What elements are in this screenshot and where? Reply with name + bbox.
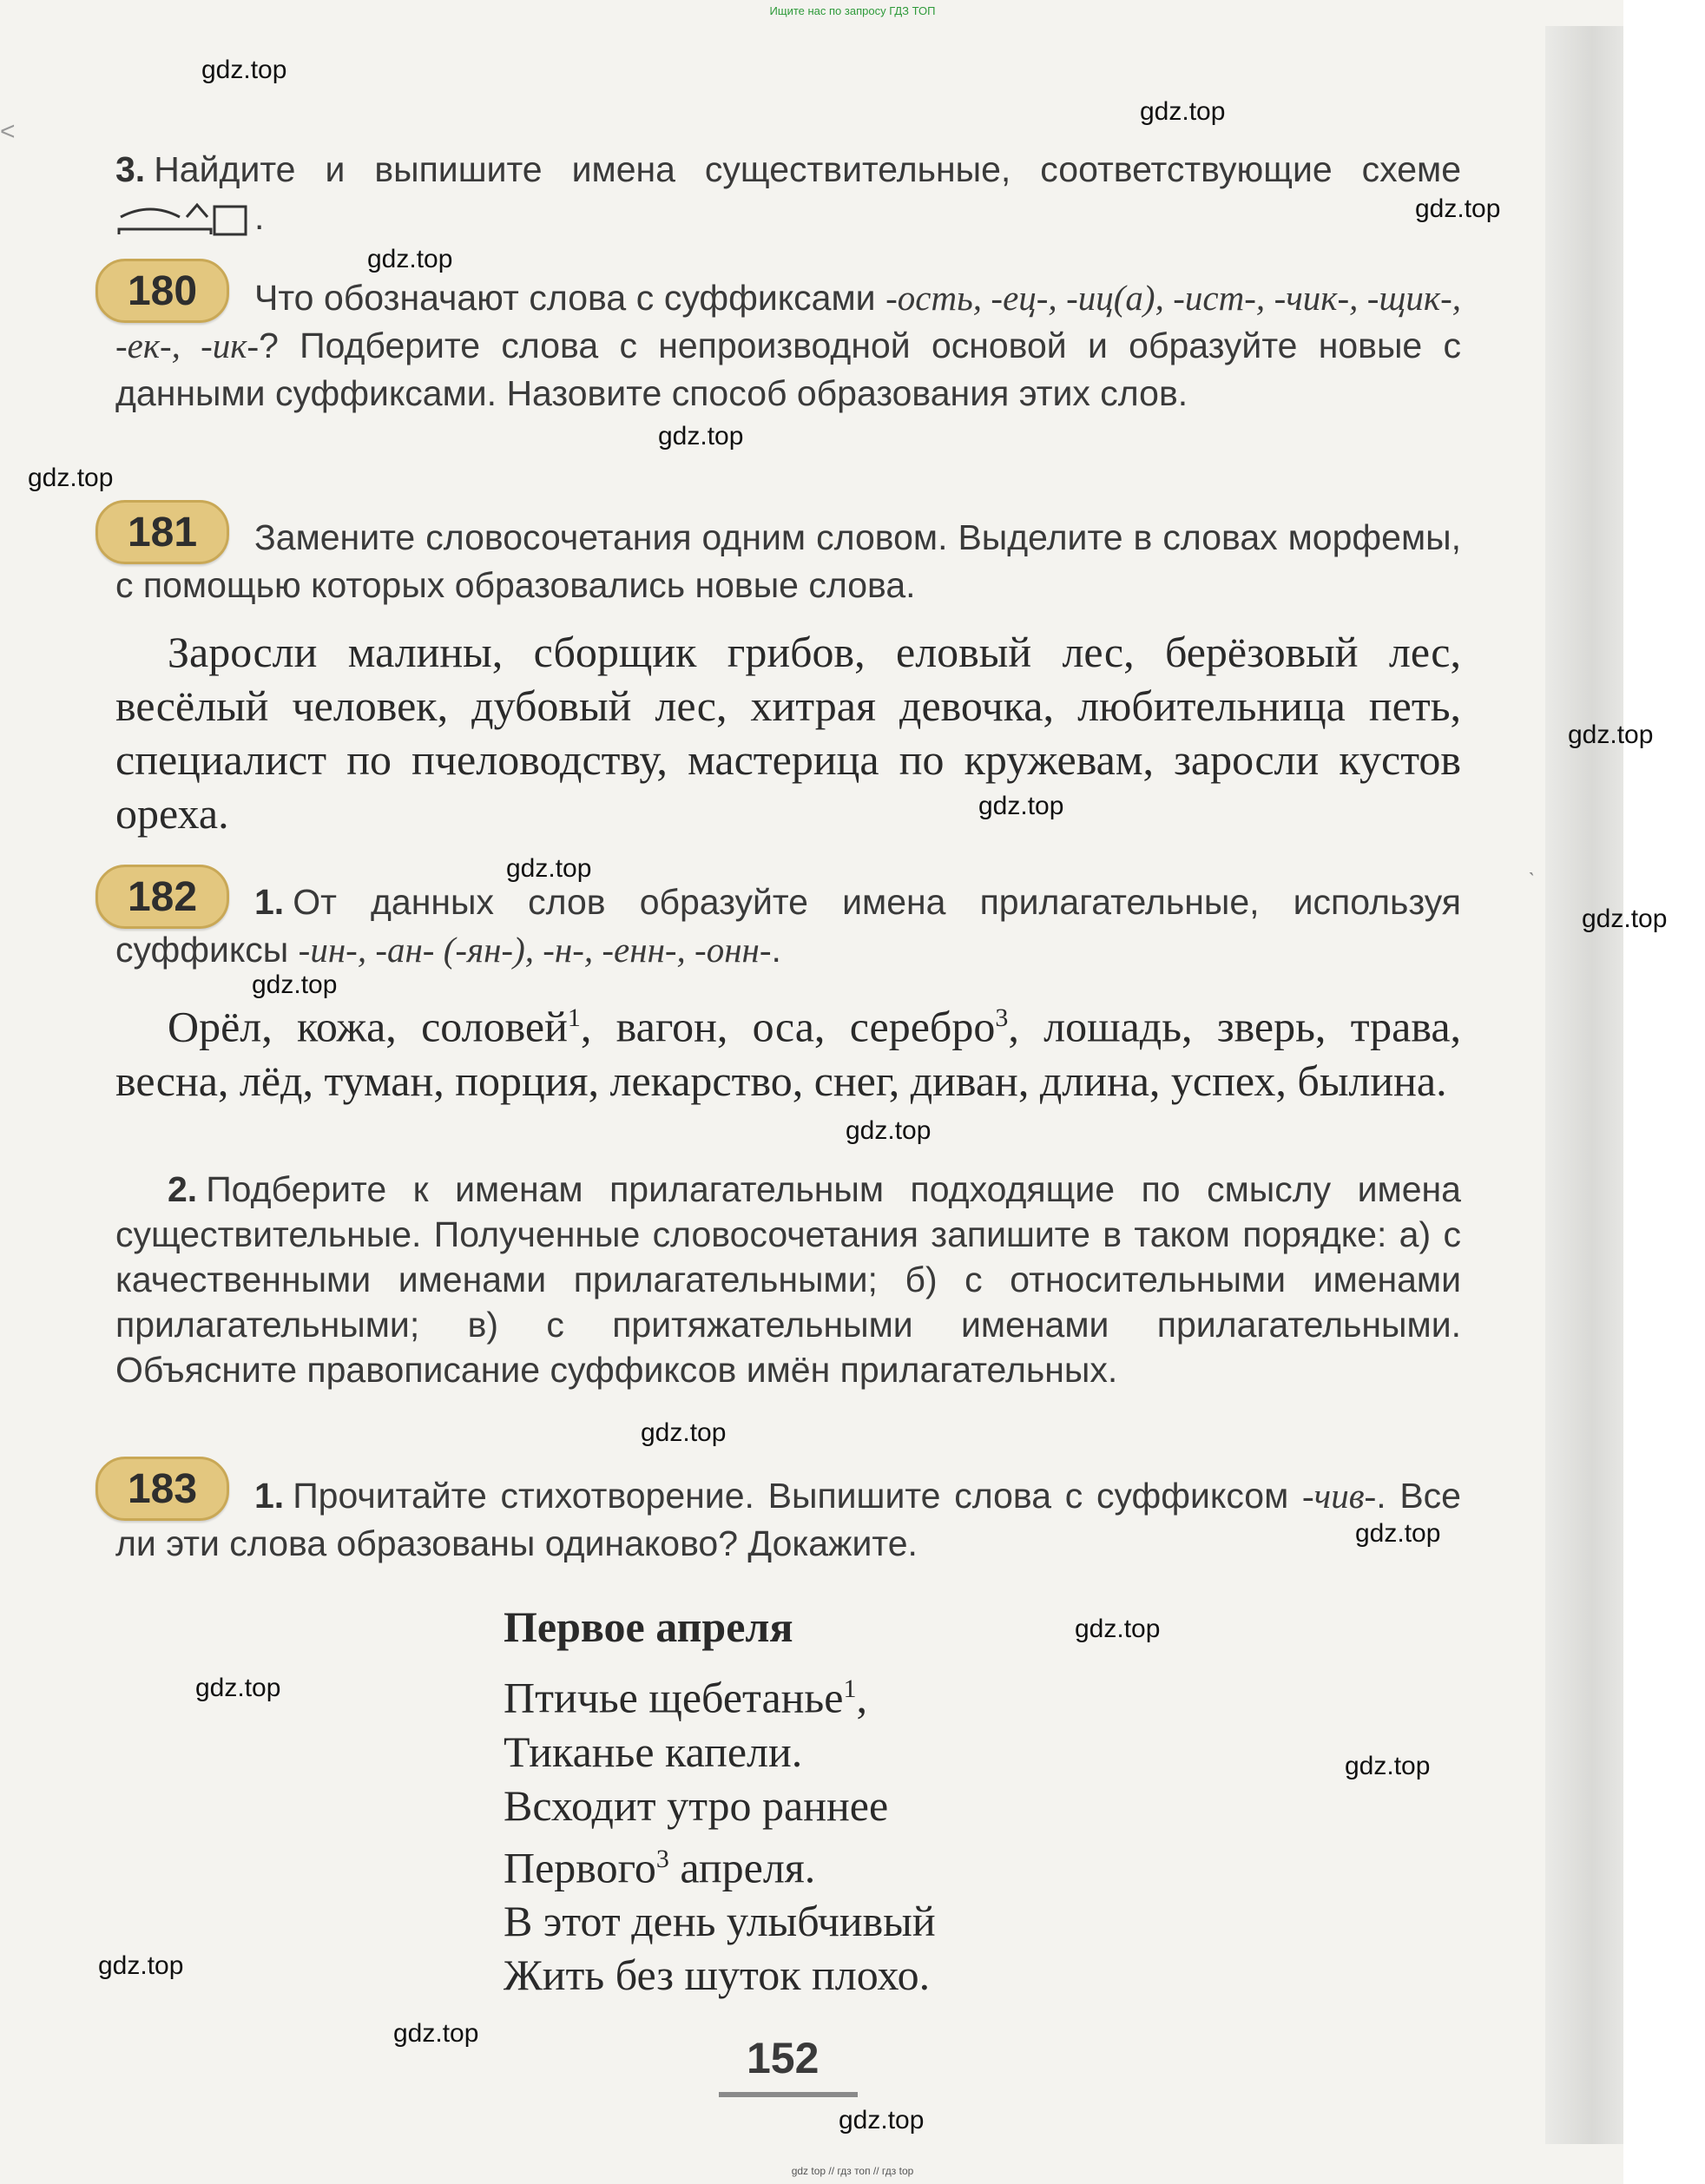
footnote-3: 3 [995,1003,1009,1032]
exercise-180-text [115,274,1461,418]
exercise-183-suffix: -чив- [1302,1476,1377,1516]
poem-footnote-1: 1 [843,1674,857,1703]
watermark: gdz.top [839,2106,925,2135]
poem-line-1 [504,1662,936,1725]
exercise-180-number: 180 [127,267,198,314]
exercise-182-task-2 [115,1167,1461,1392]
watermark: gdz.top [1140,97,1226,126]
poem-line-3: Всходит утро раннее [504,1780,889,1830]
exercise-183-task-1 [115,1472,1461,1568]
poem-line-1-end: , [856,1673,867,1722]
exercise-183-number: 183 [127,1465,198,1512]
page-edge-shadow [1545,26,1623,2144]
watermark: gdz.top [846,1116,931,1145]
task-3-text: Найдите и выпишите имена существительные, соответствующие схеме [154,149,1461,189]
exercise-180-suffixes: -ость, -ец-, -иц(а), -ист-, -чик-, -щик-, -ек-, -ик- [115,278,1461,365]
task-3-end: . [254,197,265,237]
exercise-182-task-2-text: Подберите к именам прилагательным подходящие по смыслу имена существительные. Полученные словосочетания запишите в таком порядке: а) с качественными именами прилагательными; б) с относительными именами прилагательными; в) с притяжательными именами прилагательными. Объясните правописание суффиксов имён прилагательных. [115,1169,1461,1390]
poem-footnote-3: 3 [655,1844,669,1873]
footnote-1: 1 [567,1003,581,1032]
exercise-182-task-1-number: 1. [254,882,285,922]
page-number-rule [719,2092,858,2097]
watermark: gdz.top [201,56,287,84]
exercise-183-task-1-end: . Все ли эти слова образованы одинаково? Докажите. [115,1476,1461,1563]
poem-line-6: Жить без шуток плохо. [504,1950,931,2000]
watermark: gdz.top [641,1418,727,1447]
exercise-182-task-2-number: 2. [168,1169,198,1209]
bottom-banner[interactable]: gdz top // гдз топ // гдз top [791,2165,914,2177]
watermark: gdz.top [1355,1519,1441,1548]
top-banner[interactable]: Ищите нас по запросу ГДЗ ТОП [769,4,936,17]
watermark: gdz.top [252,970,338,999]
exercise-182-words [115,991,1461,1108]
watermark: gdz.top [28,464,114,492]
watermark: gdz.top [1582,905,1668,933]
morpheme-scheme-icon [115,200,254,240]
watermark: gdz.top [658,422,744,451]
exercise-183-task-1-number: 1. [254,1476,285,1516]
exercise-183-task-1-text: Прочитайте стихотворение. Выпишите слова с суффиксом [293,1476,1303,1516]
poem-line-4-end: апреля. [668,1843,816,1892]
watermark: gdz.top [1075,1615,1161,1643]
exercise-181-phrases: Заросли малины, сборщик грибов, еловый лес, берёзовый лес, весёлый человек, дубовый лес, хитрая девочка, любительница петь, специалист по пчеловодству, мастерица по кружевам, заросли кустов ореха. [115,628,1461,838]
poem-line-1-text: Птичье щебетанье [504,1673,844,1722]
watermark: gdz.top [978,792,1064,820]
exercise-182-words-2: , вагон, оса, серебро [580,1002,996,1051]
task-3-number: 3. [115,149,146,189]
exercise-182-number: 182 [127,873,198,920]
poem-line-4-text: Первого [504,1843,656,1892]
exercise-181-number: 181 [127,509,198,556]
watermark: gdz.top [195,1674,281,1702]
watermark: gdz.top [393,2019,479,2048]
poem [504,1662,936,2002]
watermark: gdz.top [367,245,453,273]
watermark: gdz.top [1345,1752,1431,1780]
exercise-182-suffixes: -ин-, -ан- (-ян-), -н-, -енн-, -онн- [298,930,772,970]
exercise-182-task-1-end: . [771,930,781,970]
watermark: gdz.top [98,1951,184,1980]
exercise-180-text-2: ? Подберите слова с непроизводной основой и образуйте новые с данными суффиксами. Назовите способ образования этих слов. [115,326,1461,413]
exercise-182-words-3: , лошадь, зверь, трава, весна, лёд, туман, порция, лекарство, снег, диван, длина, успех, былина. [115,1002,1462,1105]
poem-line-5: В этот день улыбчивый [504,1897,936,1946]
watermark: gdz.top [1568,720,1654,749]
exercise-182-task-1-text: От данных слов образуйте имена прилагательные, используя суффиксы [115,882,1461,970]
edge-mark: ˋ [1528,868,1536,894]
poem-line-4 [504,1832,936,1895]
watermark: gdz.top [1415,194,1501,223]
poem-line-2: Тиканье капели. [504,1727,803,1776]
scan-margin [1623,0,1705,2184]
page-number: 152 [747,2034,820,2082]
exercise-181-text: Замените словосочетания одним словом. Выделите в словах морфемы, с помощью которых образовались новые слова. [115,517,1461,605]
margin-mark: ˂ [0,117,16,146]
task-3 [115,146,1461,241]
exercise-182-words-1: Орёл, кожа, соловей [168,1002,568,1051]
watermark: gdz.top [506,854,592,883]
exercise-180-text-1: Что обозначают слова с суффиксами [254,278,886,318]
exercise-182-task-1 [115,878,1461,974]
poem-title: Первое апреля [504,1602,793,1651]
